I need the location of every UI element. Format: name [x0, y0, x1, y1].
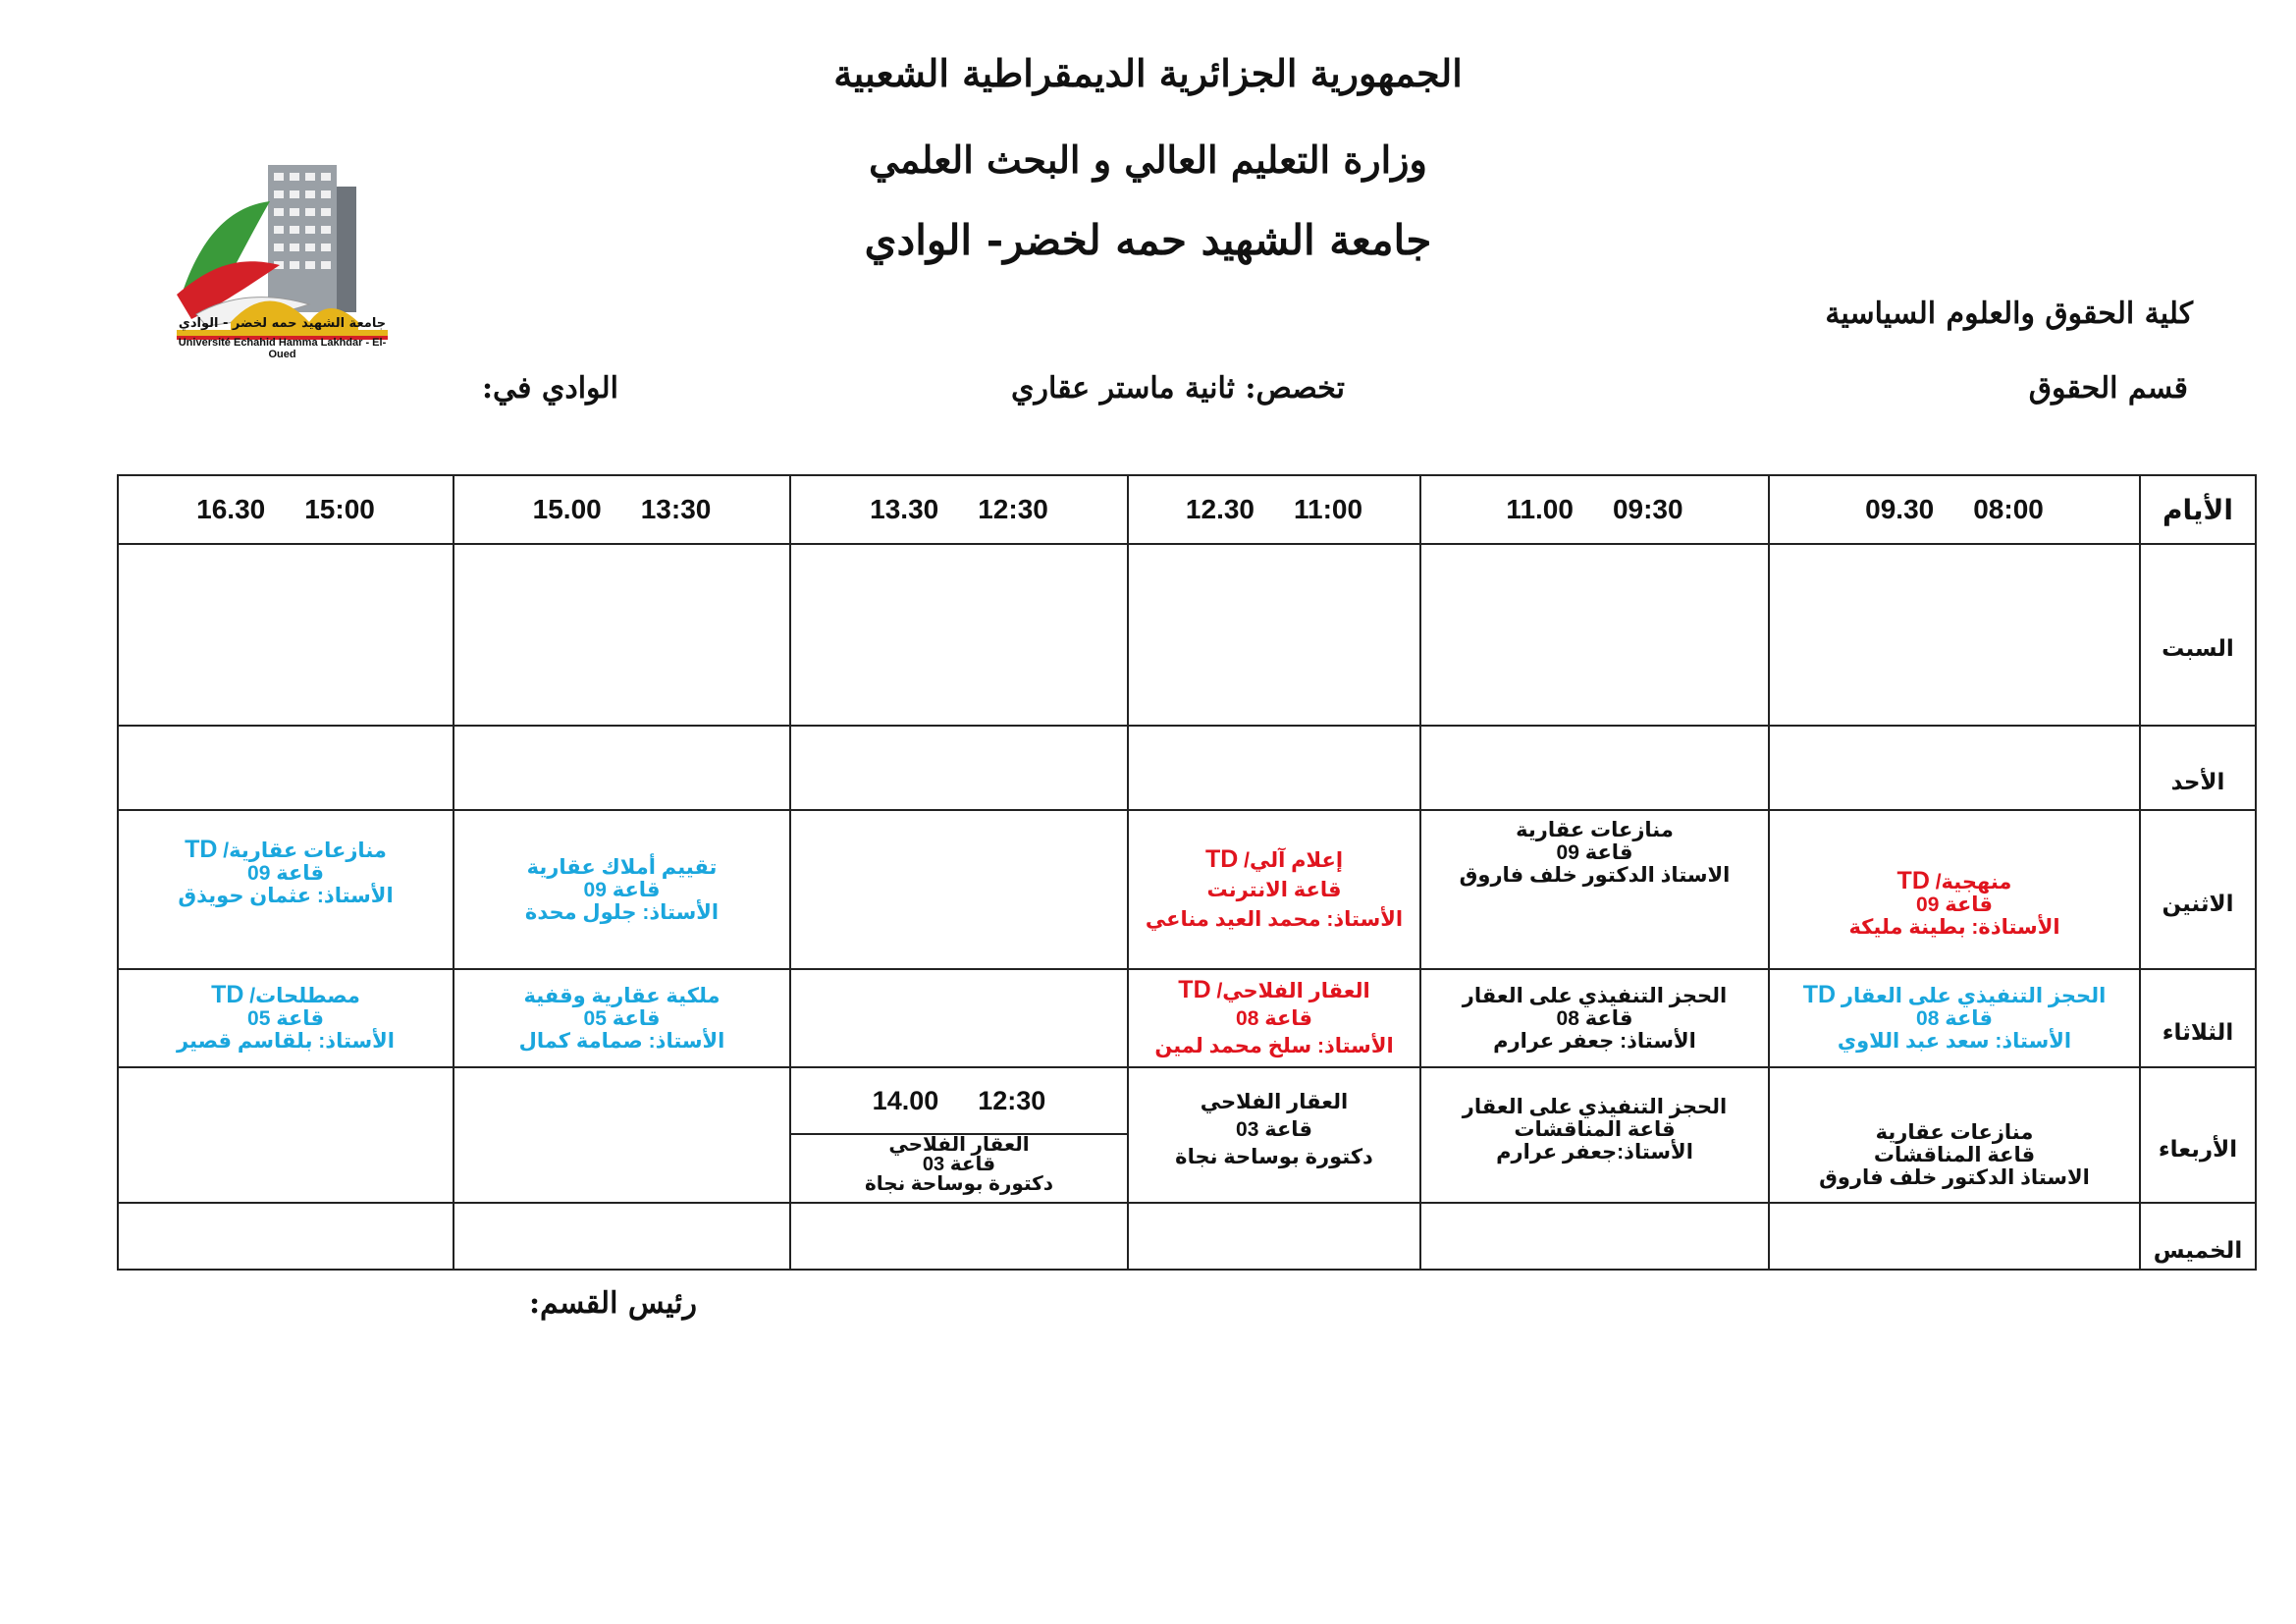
- header-university: جامعة الشهيد حمه لخضر- الوادي: [864, 216, 1432, 264]
- cell-empty: [118, 1203, 454, 1270]
- time-slot-2: 09:3011.00: [1420, 475, 1769, 544]
- cell-empty: [118, 1067, 454, 1203]
- wed-split-cell: [791, 1068, 1127, 1202]
- day-thursday: الخميس: [2140, 1203, 2256, 1270]
- class-wed-1: منازعات عقارية قاعة المناقشات الاستاذ الدكتور خلف فاروق: [1769, 1067, 2140, 1203]
- row-monday: [118, 810, 2256, 969]
- schedule-table: [117, 474, 2257, 1271]
- time-slot-5: 13:3015.00: [454, 475, 790, 544]
- table-header-row: [118, 475, 2256, 544]
- class-wed-2: الحجز التنفيذي على العقار قاعة المناقشات الأستاذ:جعفر عرارم: [1420, 1067, 1769, 1203]
- cell-empty: [790, 969, 1128, 1067]
- class-mon-1: منهجية/ TD قاعة 09 الأستاذة: بطينة مليكة: [1769, 810, 2140, 969]
- cell-empty: [454, 1203, 790, 1270]
- row-saturday: [118, 544, 2256, 726]
- class-mon-3: إعلام آلي/ TD قاعة الانترنت الأستاذ: محمد العيد مناعي: [1128, 810, 1420, 969]
- day-wednesday: الأربعاء: [2140, 1067, 2256, 1203]
- logo-caption-french: Université Echahid Hamma Lakhdar - El-Oued: [178, 337, 387, 360]
- row-thursday: [118, 1203, 2256, 1270]
- class-mon-6: منازعات عقارية/ TD قاعة 09 الأستاذ: عثمان حويذق: [118, 810, 454, 969]
- cell-empty: [454, 544, 790, 726]
- cell-empty: [790, 726, 1128, 810]
- time-slot-6: 15:0016.30: [118, 475, 454, 544]
- logo-building: [268, 165, 337, 312]
- day-saturday: السبت: [2140, 544, 2256, 726]
- place-date-label: الوادي في:: [481, 371, 618, 406]
- cell-empty: [1420, 1203, 1769, 1270]
- day-sunday: الأحد: [2140, 726, 2256, 810]
- department-name: قسم الحقوق: [2028, 371, 2188, 406]
- time-slot-3: 11:0012.30: [1128, 475, 1420, 544]
- day-tuesday: الثلاثاء: [2140, 969, 2256, 1067]
- cell-empty: [118, 726, 454, 810]
- row-wednesday: [118, 1067, 2256, 1203]
- cell-empty: [454, 1067, 790, 1203]
- faculty-name: كلية الحقوق والعلوم السياسية: [1825, 297, 2193, 331]
- cell-empty: [790, 1203, 1128, 1270]
- cell-empty: [1769, 726, 2140, 810]
- class-tue-1: الحجز التنفيذي على العقار TD قاعة 08 الأستاذ: سعد عبد اللاوي: [1769, 969, 2140, 1067]
- department-head-label: رئيس القسم:: [528, 1286, 697, 1321]
- class-tue-6: مصطلحات/ TD قاعة 05 الأستاذ: بلقاسم قصير: [118, 969, 454, 1067]
- time-slot-1: 08:0009.30: [1769, 475, 2140, 544]
- row-sunday: [118, 726, 2256, 810]
- header-ministry: وزارة التعليم العالي و البحث العلمي: [869, 137, 1427, 182]
- cell-empty: [454, 726, 790, 810]
- class-wed-3: العقار الفلاحي قاعة 03 دكتورة بوساحة نجاة: [1128, 1067, 1420, 1203]
- time-slot-4: 12:3013.30: [790, 475, 1128, 544]
- wed-special-time: 12:3014.00: [791, 1068, 1127, 1134]
- class-tue-3: العقار الفلاحي/ TD قاعة 08 الأستاذ: سلخ محمد لمين: [1128, 969, 1420, 1067]
- day-monday: الاثنين: [2140, 810, 2256, 969]
- cell-empty: [1769, 544, 2140, 726]
- cell-empty: [1128, 726, 1420, 810]
- cell-empty: [790, 810, 1128, 969]
- logo-caption-arabic: جامعة الشهيد حمه لخضر - الوادي: [178, 316, 387, 331]
- cell-empty: [1420, 544, 1769, 726]
- class-wed-4: [790, 1067, 1128, 1203]
- cell-empty: [1420, 726, 1769, 810]
- cell-empty: [1128, 544, 1420, 726]
- days-header: الأيام: [2140, 475, 2256, 544]
- cell-empty: [1128, 1203, 1420, 1270]
- header-republic: الجمهورية الجزائرية الديمقراطية الشعبية: [833, 51, 1463, 95]
- class-mon-2: منازعات عقارية قاعة 09 الاستاذ الدكتور خلف فاروق: [1420, 810, 1769, 969]
- class-tue-5: ملكية عقارية وقفية قاعة 05 الأستاذ: صمامة كمال: [454, 969, 790, 1067]
- cell-empty: [790, 544, 1128, 726]
- class-tue-2: الحجز التنفيذي على العقار قاعة 08 الأستاذ: جعفر عرارم: [1420, 969, 1769, 1067]
- cell-empty: [118, 544, 454, 726]
- class-mon-5: تقييم أملاك عقارية قاعة 09 الأستاذ: جلول محدة: [454, 810, 790, 969]
- cell-empty: [1769, 1203, 2140, 1270]
- specialty: تخصص: ثانية ماستر عقاري: [1010, 371, 1345, 406]
- row-tuesday: [118, 969, 2256, 1067]
- wed-special-class: العقار الفلاحي قاعة 03 دكتورة بوساحة نجاة: [864, 1134, 1054, 1195]
